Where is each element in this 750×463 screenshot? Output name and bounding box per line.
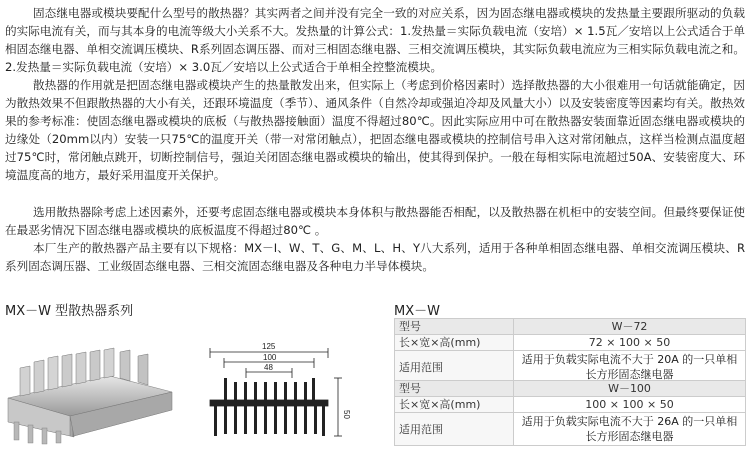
dim-top-label: 125 xyxy=(262,342,276,351)
selection-paragraph: 选用散热器除考虑上述因素外，还要考虑固态继电器或模块本身体积与散热器能否相配，以及散热器在机柜中的安装空间。但最终要保证使在最恶劣情况下固态继电器或模块的底板温度不得超过80℃ 。 xyxy=(5,205,745,237)
dim-inner-label: 48 xyxy=(264,363,273,372)
model-label: 型号 xyxy=(395,381,514,397)
dimension-drawing xyxy=(200,338,350,443)
intro-paragraph: 固态继电器或模块要配什么型号的散热器？其实两者之间并没有完全一致的对应关系，因为固态继电器或模块的发热量主要跟所驱动的负载的实际电流有关，而与其本身的电流等级大小关系不大。发热量的计算公式：1.发热量＝实际负载电流（安培）× 1.5瓦／安培以上公式适合于单相固态继电器、单相交流调压模块、R系列固态调压器、而对三相固态继电器、三相交流调压模块，其实际负载电流应为三相实际负载电流之和。2.发热量＝实际负载电流（安培）× 3.0瓦／安培以上公式适合于单相全控整流模块。 xyxy=(5,6,745,74)
series-title: MX－W 型散热器系列 xyxy=(5,304,134,319)
dim-height-label: 50 xyxy=(342,410,351,419)
size-value: 100 × 100 × 50 xyxy=(514,397,746,413)
range-value: 适用于负载实际电流不大于 26A 的一只单相长方形固态继电器 xyxy=(514,413,746,446)
spec-table-w72 xyxy=(394,318,746,384)
range-label: 适用范围 xyxy=(395,351,514,384)
spec-title: MX－W xyxy=(394,304,440,319)
spec-table-w100 xyxy=(394,380,746,446)
heatsink-function-paragraph: 散热器的作用就是把固态继电器或模块产生的热量散发出来，但实际上（考虑到价格因素时）选择散热器的大小很难用一句话就能确定，因为散热效果不但跟散热器的大小有关，还跟环境温度（季节）、通风条件（自然冷却或强迫冷却及风量大小）以及安装密度等因素均有关。散热效果的参考标准：使固态继电器或模块的底板（与散热器接触面）温度不得超过80℃。因此实际应用中可在散热器安装面靠近固态继电器或模块的边缘处（20mm以内）安装一只75℃的温度开关（带一对常闭触点），把固态继电器或模块的控制信号串入这对常闭触点，这样当检测点温度超过75℃时，常闭触点跳开，切断控制信号，强迫关闭固态继电器或模块的输出，使其得到保护。一般在每相实际电流超过50A、安装密度大、环境温度高的地方，最好采用温度开关保护。 xyxy=(5,78,745,182)
product-range-paragraph: 本厂生产的散热器产品主要有以下规格：MX－I、W、T、G、M、L、H、Y八大系列，适用于各种单相固态继电器、单相交流调压模块、R系列固态调压器、工业级固态继电器、三相交流固态继电器及各种电力半导体模块。 xyxy=(5,241,745,273)
range-value: 适用于负载实际电流不大于 20A 的一只单相长方形固态继电器 xyxy=(514,351,746,384)
size-value: 72 × 100 × 50 xyxy=(514,335,746,351)
model-value: W－100 xyxy=(514,381,746,397)
model-label: 型号 xyxy=(395,319,514,335)
heatsink-photo xyxy=(0,336,180,446)
size-label: 长×宽×高(mm) xyxy=(395,397,514,413)
dim-mid-label: 100 xyxy=(263,353,277,362)
size-label: 长×宽×高(mm) xyxy=(395,335,514,351)
range-label: 适用范围 xyxy=(395,413,514,446)
model-value: W－72 xyxy=(514,319,746,335)
